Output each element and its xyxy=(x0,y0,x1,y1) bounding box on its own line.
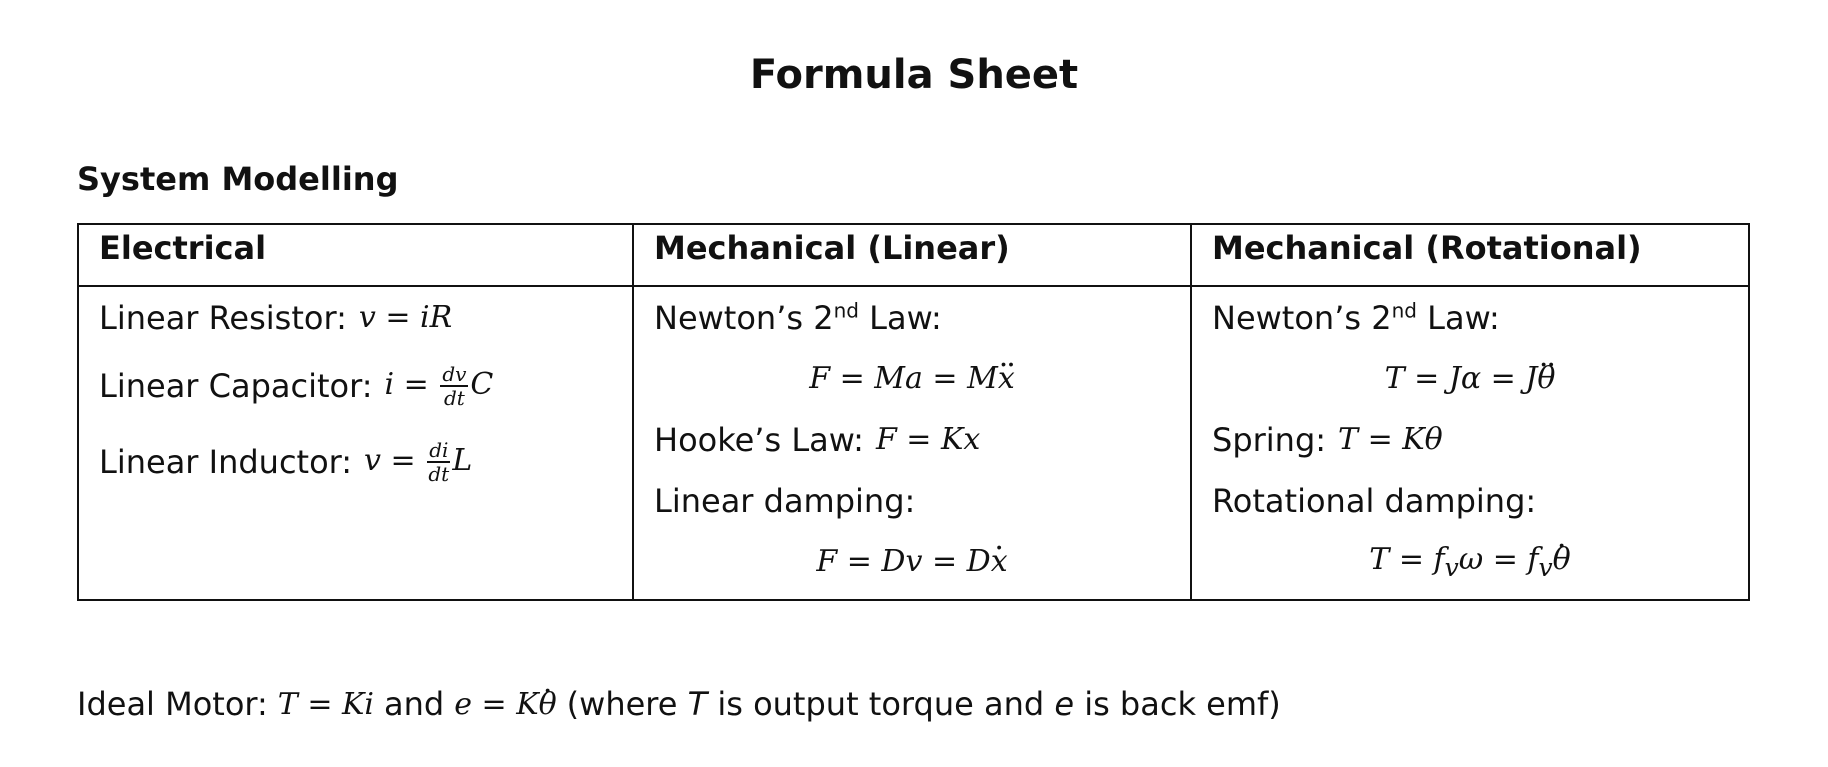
capacitor-formula xyxy=(384,363,493,409)
table-body-row xyxy=(78,286,1749,600)
rotational-newton-tail: Law: xyxy=(1416,298,1500,337)
capacitor-lhs: i = xyxy=(384,367,429,402)
linear-newton-formula-line xyxy=(654,348,1170,409)
inductor-denominator: dt xyxy=(428,462,450,486)
inductor-line xyxy=(99,424,612,500)
rotational-newton-text: Newton’s 2 xyxy=(1212,298,1392,337)
header-mechanical-linear: Mechanical (Linear) xyxy=(633,224,1191,286)
linear-damping-line xyxy=(654,470,1170,531)
page-title: Formula Sheet xyxy=(749,52,1079,98)
linear-damping-formula-a: F = Dv = D xyxy=(816,544,991,579)
ideal-motor-note xyxy=(567,685,1281,723)
rotational-damping-formula-line xyxy=(1212,531,1728,592)
electrical-cell xyxy=(78,286,633,600)
linear-damping-formula xyxy=(816,544,1007,579)
inductor-formula xyxy=(364,439,472,485)
note-open: (where xyxy=(566,685,688,723)
ideal-motor-and: and xyxy=(384,685,445,723)
hooke-label: Hooke’s Law: xyxy=(654,420,864,459)
resistor-formula: v = iR xyxy=(358,300,453,335)
rotational-damping-sub-2: v xyxy=(1538,552,1553,582)
inductor-fraction xyxy=(427,439,450,485)
ideal-motor-line xyxy=(77,685,1281,723)
mechanical-rotational-cell xyxy=(1191,286,1749,600)
inductor-rhs: L xyxy=(452,443,473,478)
rotational-damping-formula-b: ω = f xyxy=(1458,541,1539,577)
linear-newton-text: Newton’s 2 xyxy=(654,298,834,337)
rotational-damping-formula xyxy=(1369,542,1570,582)
ideal-motor-formula-2-var: . θ xyxy=(539,687,557,722)
linear-newton-label xyxy=(654,299,942,337)
header-electrical: Electrical xyxy=(78,224,633,286)
ideal-motor-label: Ideal Motor: xyxy=(77,685,268,723)
resistor-line xyxy=(99,287,612,348)
spring-line xyxy=(1212,409,1728,470)
ideal-motor-formula-1: T = Ki xyxy=(277,686,375,722)
linear-damping-label: Linear damping: xyxy=(654,481,916,520)
linear-damping-formula-line xyxy=(654,531,1170,592)
linear-newton-tail: Law: xyxy=(858,298,942,337)
rotational-newton-line xyxy=(1212,287,1728,348)
spring-label: Spring: xyxy=(1212,420,1327,459)
inductor-label: Linear Inductor: xyxy=(99,443,353,481)
mechanical-linear-cell xyxy=(633,286,1191,600)
hooke-line xyxy=(654,409,1170,470)
rotational-newton-formula-var: .. θ xyxy=(1537,361,1555,396)
capacitor-numerator: dv xyxy=(442,362,467,386)
inductor-numerator: di xyxy=(429,438,449,462)
capacitor-denominator: dt xyxy=(443,386,465,410)
linear-newton-formula-var: .. x xyxy=(998,361,1015,396)
linear-newton-formula-a: F = Ma = M xyxy=(809,361,998,396)
linear-damping-formula-var: . x xyxy=(991,544,1008,579)
rotational-newton-formula xyxy=(1385,361,1556,396)
note-mid: is output torque and xyxy=(707,685,1055,723)
capacitor-line xyxy=(99,348,612,424)
rotational-newton-formula-a: T = Jα = J xyxy=(1384,361,1538,396)
note-emf-var: e xyxy=(1054,685,1075,723)
capacitor-rhs: C xyxy=(470,367,494,402)
ideal-motor-formula-2-a: e = K xyxy=(454,686,539,722)
linear-newton-sup: nd xyxy=(833,297,859,322)
inductor-lhs: v = xyxy=(364,443,416,478)
rotational-damping-sub-1: v xyxy=(1444,552,1459,582)
rotational-damping-label: Rotational damping: xyxy=(1212,481,1537,520)
rotational-damping-formula-a: T = f xyxy=(1369,541,1445,577)
formula-table xyxy=(77,223,1750,601)
resistor-label: Linear Resistor: xyxy=(99,298,347,337)
note-close: is back emf) xyxy=(1074,685,1281,723)
table-header-row xyxy=(78,224,1749,286)
ideal-motor-formula-2 xyxy=(454,687,556,722)
rotational-newton-sup: nd xyxy=(1391,297,1417,322)
spring-formula: T = Kθ xyxy=(1338,422,1443,457)
capacitor-label: Linear Capacitor: xyxy=(99,367,373,405)
section-heading: System Modelling xyxy=(77,160,399,198)
rotational-damping-line xyxy=(1212,470,1728,531)
header-mechanical-rotational: Mechanical (Rotational) xyxy=(1191,224,1749,286)
hooke-formula: F = Kx xyxy=(875,422,981,457)
rotational-newton-label xyxy=(1212,299,1500,337)
linear-newton-formula xyxy=(809,361,1014,396)
note-torque-var: T xyxy=(687,685,708,723)
rotational-damping-formula-var: . θ xyxy=(1553,542,1571,577)
capacitor-fraction xyxy=(440,363,468,409)
rotational-newton-formula-line xyxy=(1212,348,1728,409)
linear-newton-line xyxy=(654,287,1170,348)
